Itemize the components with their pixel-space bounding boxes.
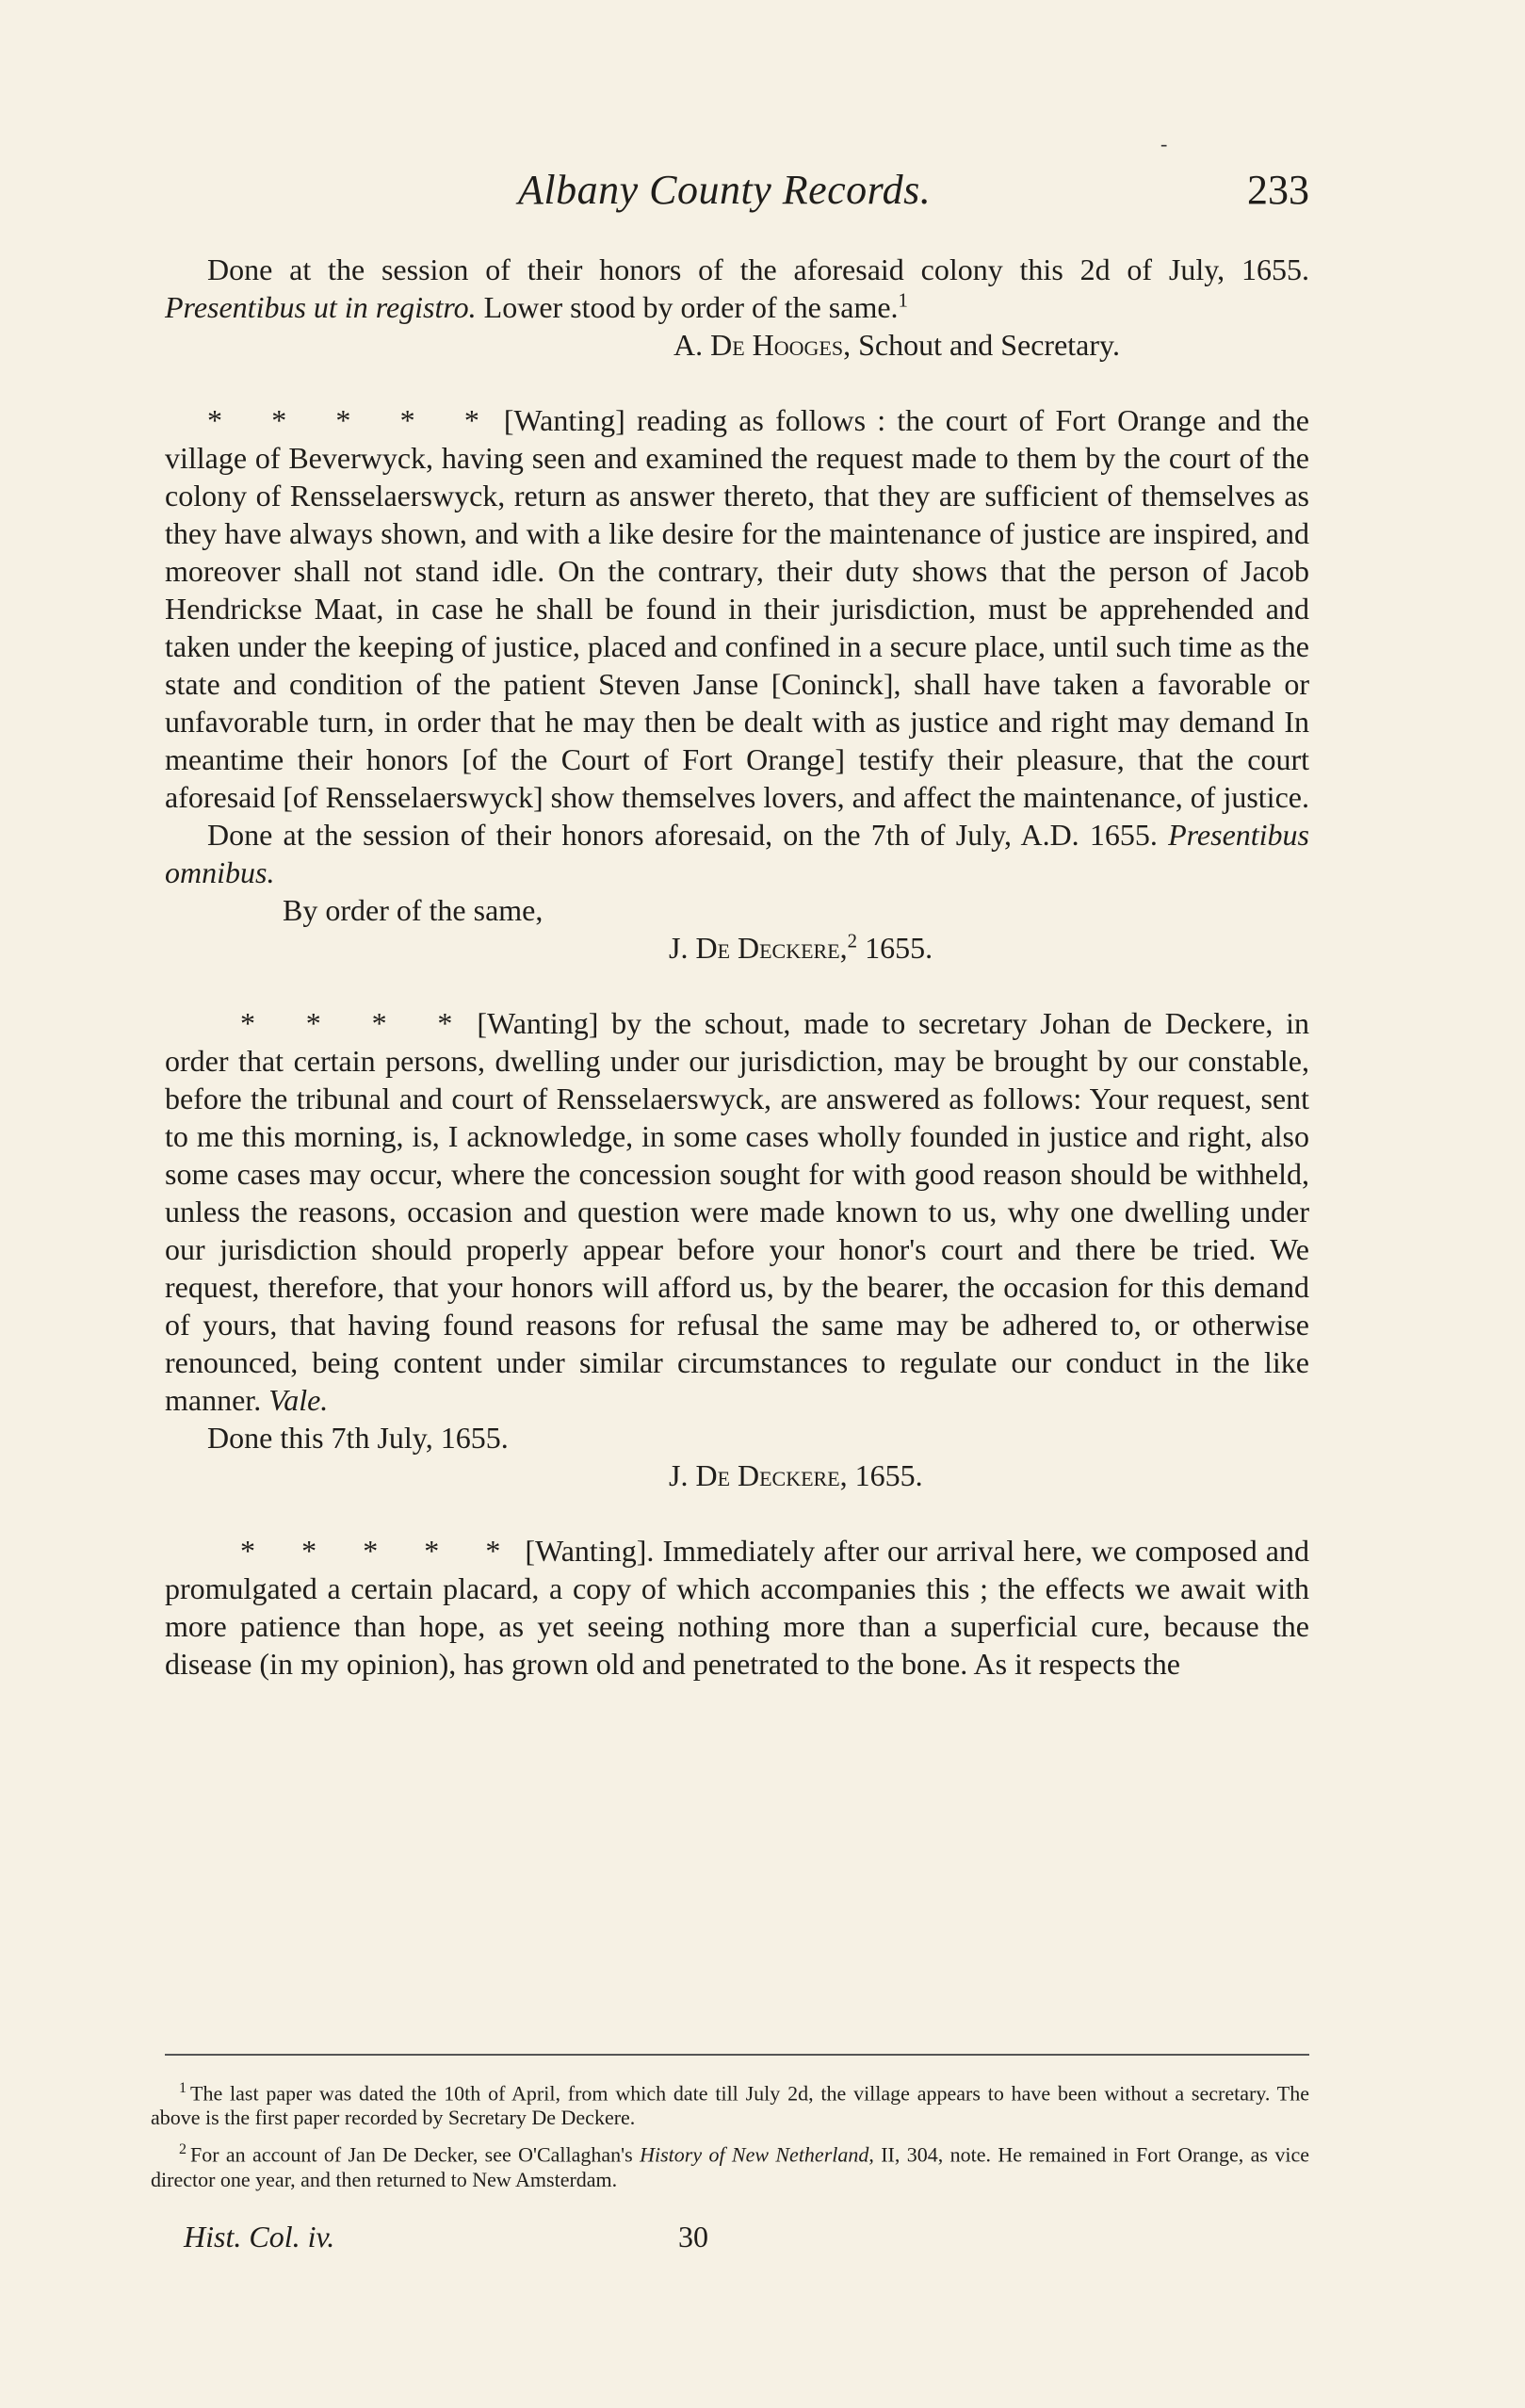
paragraph-7-text: [Wanting]. Immediately after our arrival here, we composed and promulgated a certain placard, a copy of which accompanies this ; the effects we await with more patience than hope, as yet seeing nothing more than a superficial cure, because the disease (in my opinion), has grown old and penetrated to the bone. As it respects the <box>165 1534 1310 1681</box>
signature-1-title: , Schout and Secretary. <box>843 328 1120 362</box>
signature-2-year: 1655. <box>857 931 933 965</box>
page-number: 233 <box>1247 167 1309 213</box>
ellipsis-stars-1: * * * * * <box>207 403 498 437</box>
signature-3-year: , 1655. <box>839 1458 923 1492</box>
paragraph-5 <box>165 1004 1309 1419</box>
footnote-1 <box>151 2076 1309 2130</box>
signature-1-name: A. De Hooges <box>673 328 844 362</box>
paragraph-1-end: Lower stood by order of the same. <box>476 290 899 324</box>
paragraph-5-italic: Vale. <box>268 1383 329 1417</box>
page-header <box>165 166 1309 222</box>
paragraph-4: By order of the same, <box>283 893 543 927</box>
footnote-divider <box>165 2054 1309 2056</box>
paragraph-3 <box>165 816 1309 891</box>
footnote-2-italic: History of New Netherland <box>640 2142 869 2167</box>
running-title: Albany County Records. <box>518 167 932 213</box>
signature-mark-left: Hist. Col. iv. <box>184 2220 335 2253</box>
signature-3-name: J. De Deckere <box>669 1458 840 1492</box>
paragraph-1-text: Done at the session of their honors of the aforesaid colony this 2d of July, 1655. <box>207 252 1309 286</box>
signature-2 <box>165 929 1309 967</box>
paragraph-2 <box>165 401 1309 816</box>
footnote-2-text-b: , II, 304, note. He remained in Fort Orange, as vice director one year, and then returned to New Amsterdam. <box>151 2142 1309 2191</box>
footnote-1-mark: 1 <box>179 2080 187 2096</box>
footnote-ref-2: 2 <box>847 930 858 952</box>
signature-3 <box>165 1456 1309 1494</box>
signature-2-name: J. De Deckere, <box>669 931 848 965</box>
paragraph-5-text: [Wanting] by the schout, made to secretary Johan de Deckere, in order that certain persons, dwelling under our jurisdiction, may be brought by our constable, before the tribunal and court of Rensselaerswyck, are answered as follows: Your request, sent to me this morning, is, I acknowledge, in some cases wholly founded in justice and right, also some cases may occur, where the concession sought for with good reason should be withheld, unless the reasons, occasion and question were made known to us, why one dwelling under our jurisdiction should properly appear before your honor's court and there be tried. We request, therefore, that your honors will afford us, by the bearer, the occasion for this demand of yours, that having found reasons for refusal the same may be adhered to, or otherwise renounced, being content under similar circumstances to regulate our conduct in the like manner. <box>165 1006 1310 1417</box>
signature-1 <box>165 326 1309 364</box>
footnote-2 <box>151 2138 1309 2191</box>
footnote-2-text-a: For an account of Jan De Decker, see O'Callaghan's <box>190 2142 641 2167</box>
ellipsis-stars-3: * * * * * <box>240 1534 520 1568</box>
paragraph-1-italic: Presentibus ut in registro. <box>165 290 477 324</box>
footnotes <box>151 2076 1309 2200</box>
footnote-ref-1: 1 <box>898 289 908 312</box>
paragraph-3-text: Done at the session of their honors aforesaid, on the 7th of July, A.D. 1655. <box>207 818 1169 852</box>
paragraph-3-italic: Presentibus omnibus. <box>165 818 1309 889</box>
paragraph-2-text: [Wanting] reading as follows : the court of Fort Orange and the village of Beverwyck, having seen and examined the request made to them by the court of the colony of Rensselaerswyck, return as answer thereto, that they are sufficient of themselves as they have always shown, and with a like desire for the maintenance of justice are inspired, and moreover shall not stand idle. On the contrary, their duty shows that the person of Jacob Hendrickse Maat, in case he shall be found in their jurisdiction, must be apprehended and taken under the keeping of justice, placed and confined in a secure place, until such time as the state and condition of the patient Steven Janse [Coninck], shall have taken a favorable or unfavorable turn, in order that he may then be dealt with as justice and right may demand In meantime their honors [of the Court of Fort Orange] testify their pleasure, that the court aforesaid [of Rensselaerswyck] show themselves lovers, and affect the maintenance, of justice. <box>165 403 1310 814</box>
paragraph-1 <box>165 251 1309 326</box>
body-text <box>165 251 1309 1683</box>
footnote-2-mark: 2 <box>179 2141 187 2158</box>
paragraph-6: Done this 7th July, 1655. <box>207 1421 509 1455</box>
ellipsis-stars-2: * * * * <box>240 1006 472 1040</box>
signature-mark-number: 30 <box>678 2220 708 2253</box>
corner-mark: - <box>1160 132 1168 155</box>
footnote-1-text: The last paper was dated the 10th of April, from which date till July 2d, the village appears to have been without a secretary. The above is the first paper recorded by Secretary De Deckere. <box>151 2081 1309 2130</box>
paragraph-7 <box>165 1532 1309 1683</box>
